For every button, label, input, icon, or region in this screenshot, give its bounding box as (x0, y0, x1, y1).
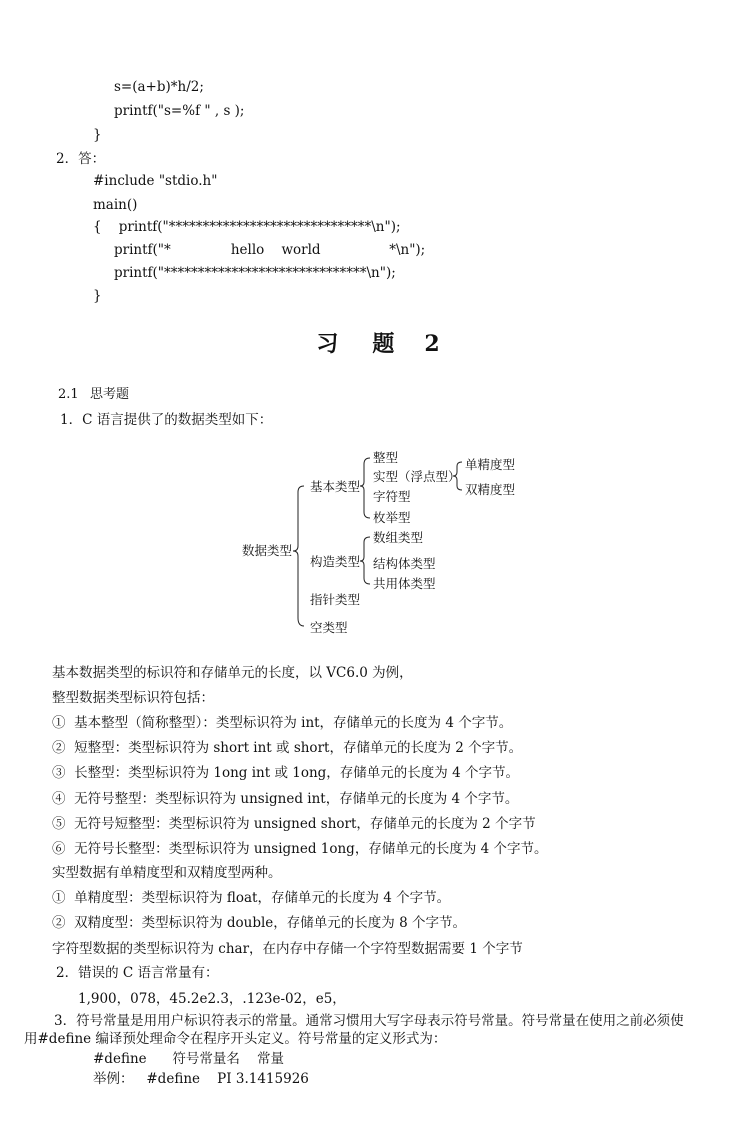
paragraph: 基本数据类型的标识符和存储单元的长度，以 VC6.0 为例， (52, 665, 413, 681)
question-3-cont: 用#define 编译预处理命令在程序开头定义。符号常量的定义形式为： (24, 1031, 447, 1047)
node-data-type: 数据类型 (242, 543, 293, 558)
answer-text: 1,900，078，45.2e2.3，.123e-02，e5， (78, 991, 346, 1007)
list-item: ① 单精度型：类型标识符为 float，存储单元的长度为 4 个字节。 (52, 890, 451, 906)
chapter-heading: 习 题 2 (316, 331, 440, 357)
node-struct: 结构体类型 (373, 556, 436, 571)
code-line: s=(a+b)*h/2; (114, 79, 204, 95)
question-1: 1．C 语言提供了的数据类型如下： (60, 412, 273, 428)
code-line: printf("******************************\n"); (114, 265, 396, 281)
section-number: 2.1 (58, 387, 79, 402)
node-basic-type: 基本类型 (310, 479, 361, 494)
node-char: 字符型 (373, 489, 411, 504)
node-real: 实型（浮点型） (373, 469, 461, 484)
list-item: ② 双精度型：类型标识符为 double，存储单元的长度为 8 个字节。 (52, 915, 466, 931)
question-2: 2．错误的 C 语言常量有： (56, 965, 219, 981)
list-item: ① 基本整型（简称整型）：类型标识符为 int，存储单元的长度为 4 个字节。 (52, 715, 513, 731)
list-item: ③ 长整型：类型标识符为 1ong int 或 1ong，存储单元的长度为 4 个字节。 (52, 765, 519, 781)
node-array: 数组类型 (373, 530, 424, 545)
section-title: 思考题 (90, 387, 130, 402)
list-item: ⑥ 无符号长整型：类型标识符为 unsigned 1ong，存储单元的长度为 4 个字节。 (52, 841, 548, 857)
code-line: printf("s=%f " , s ); (114, 103, 245, 119)
node-union: 共用体类型 (373, 576, 436, 591)
node-void: 空类型 (310, 620, 348, 635)
node-double: 双精度型 (465, 482, 516, 497)
answer-label: 2．答： (56, 151, 106, 167)
code-line: main() (93, 197, 138, 213)
list-item: ② 短整型：类型标识符为 short int 或 short，存储单元的长度为 2 个字节。 (52, 740, 523, 756)
question-3: 3．符号常量是用用户标识符表示的常量。通常习惯用大写字母表示符号常量。符号常量在使用之前必须使 (54, 1013, 684, 1029)
node-float: 单精度型 (465, 457, 516, 472)
list-item: ④ 无符号整型：类型标识符为 unsigned int，存储单元的长度为 4 个字节。 (52, 791, 519, 807)
node-pointer: 指针类型 (310, 592, 361, 607)
list-item: ⑤ 无符号短整型：类型标识符为 unsigned short，存储单元的长度为 2 个字节 (52, 816, 536, 832)
node-construct-type: 构造类型 (310, 554, 361, 569)
code-line: printf("* hello world *\n"); (114, 242, 426, 258)
code-line: #include "stdio.h" (93, 173, 218, 189)
code-line: #define 符号常量名 常量 (93, 1051, 285, 1067)
code-line: } (93, 288, 102, 304)
node-int: 整型 (373, 450, 399, 465)
code-line: } (93, 127, 102, 143)
node-enum: 枚举型 (373, 510, 411, 525)
paragraph: 整型数据类型标识符包括： (52, 690, 214, 706)
code-line: 举例： #define PI 3.1415926 (93, 1071, 309, 1087)
code-line: { printf("******************************\n"); (93, 219, 401, 235)
paragraph: 实型数据有单精度型和双精度型两种。 (52, 865, 282, 881)
paragraph: 字符型数据的类型标识符为 char，在内存中存储一个字符型数据需要 1 个字节 (52, 941, 523, 957)
